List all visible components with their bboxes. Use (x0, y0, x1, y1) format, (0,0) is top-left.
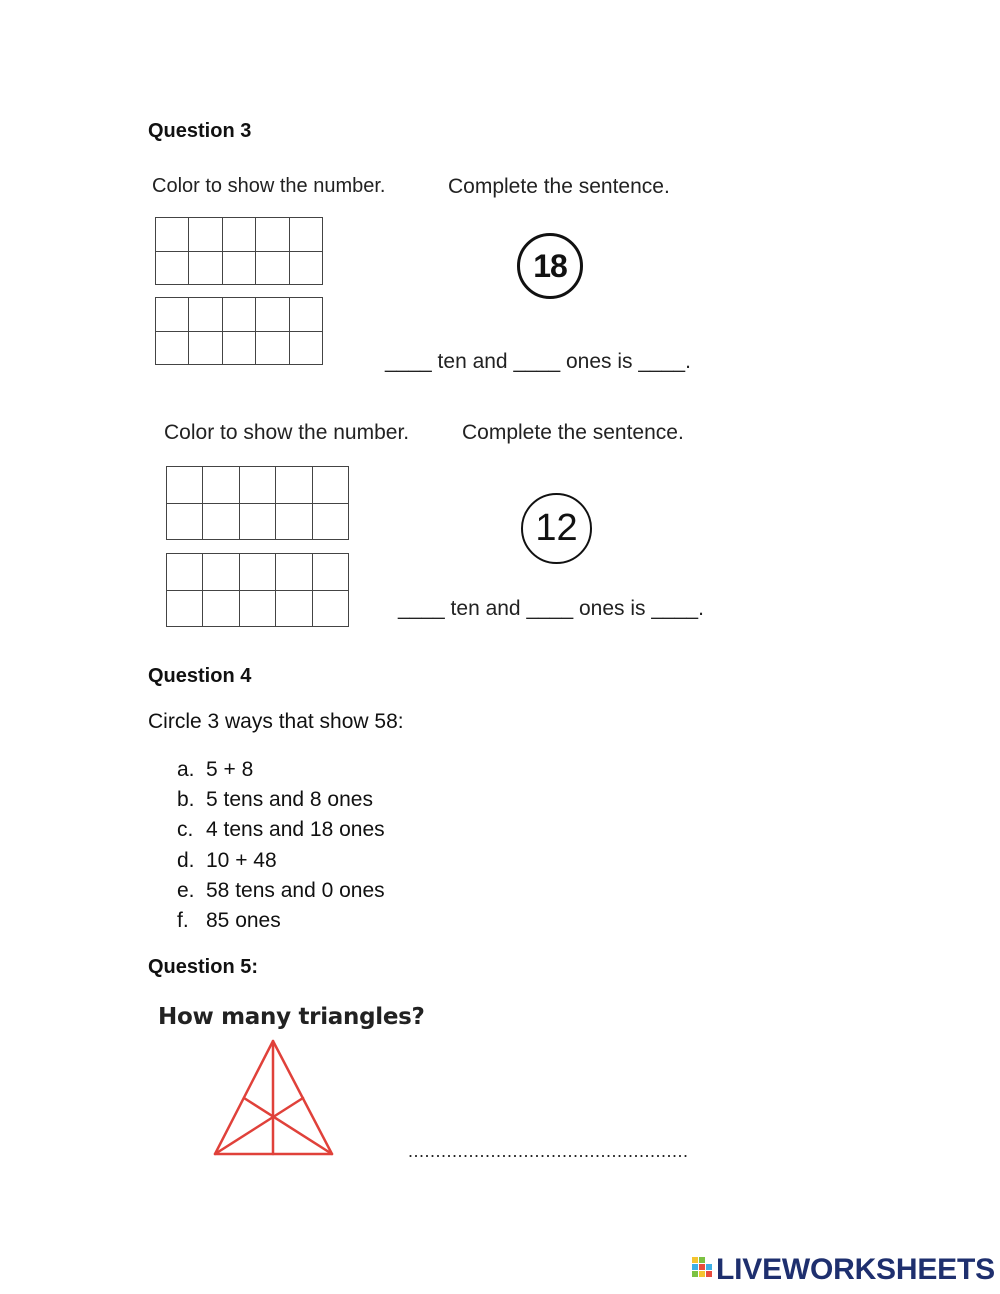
triangle-figure (205, 1030, 345, 1165)
ten-frame-2b[interactable] (166, 553, 349, 627)
option-b[interactable]: b. 5 tens and 8 ones (177, 788, 373, 812)
question-4-prompt: Circle 3 ways that show 58: (148, 710, 404, 733)
triangles-heading: How many triangles? (158, 1004, 425, 1030)
liveworksheets-logo (692, 1253, 995, 1287)
number-circle-12: 12 (521, 493, 592, 564)
question-3-title: Question 3 (148, 120, 252, 142)
brand-name: LIVEWORKSHEETS (716, 1253, 995, 1286)
ten-frame-2a[interactable] (166, 466, 349, 540)
option-list (177, 757, 385, 938)
complete-instruction-2: Complete the sentence. (462, 421, 684, 444)
color-instruction-1: Color to show the number. (152, 175, 386, 197)
option-a[interactable]: a. 5 + 8 (177, 758, 254, 781)
color-instruction-2: Color to show the number. (164, 421, 410, 444)
number-circle-18: 18 (517, 233, 583, 299)
ten-frame-1a[interactable] (155, 217, 323, 285)
answer-line[interactable]: ................................................... (408, 1141, 689, 1161)
option-d[interactable]: d. 10 + 48 (177, 848, 277, 872)
question-5-title: Question 5: (148, 956, 259, 978)
option-c[interactable]: c. 4 tens and 18 ones (177, 818, 385, 842)
sentence-2: ____ ten and ____ ones is ____. (398, 597, 704, 620)
option-f[interactable]: f. 85 ones (177, 908, 281, 932)
complete-instruction-1: Complete the sentence. (448, 175, 670, 198)
option-e[interactable]: e. 58 tens and 0 ones (177, 878, 385, 902)
question-4-title: Question 4 (148, 665, 252, 687)
brand-blocks-icon (692, 1257, 716, 1283)
ten-frame-1b[interactable] (155, 297, 323, 365)
sentence-1: ____ ten and ____ ones is ____. (385, 350, 691, 373)
